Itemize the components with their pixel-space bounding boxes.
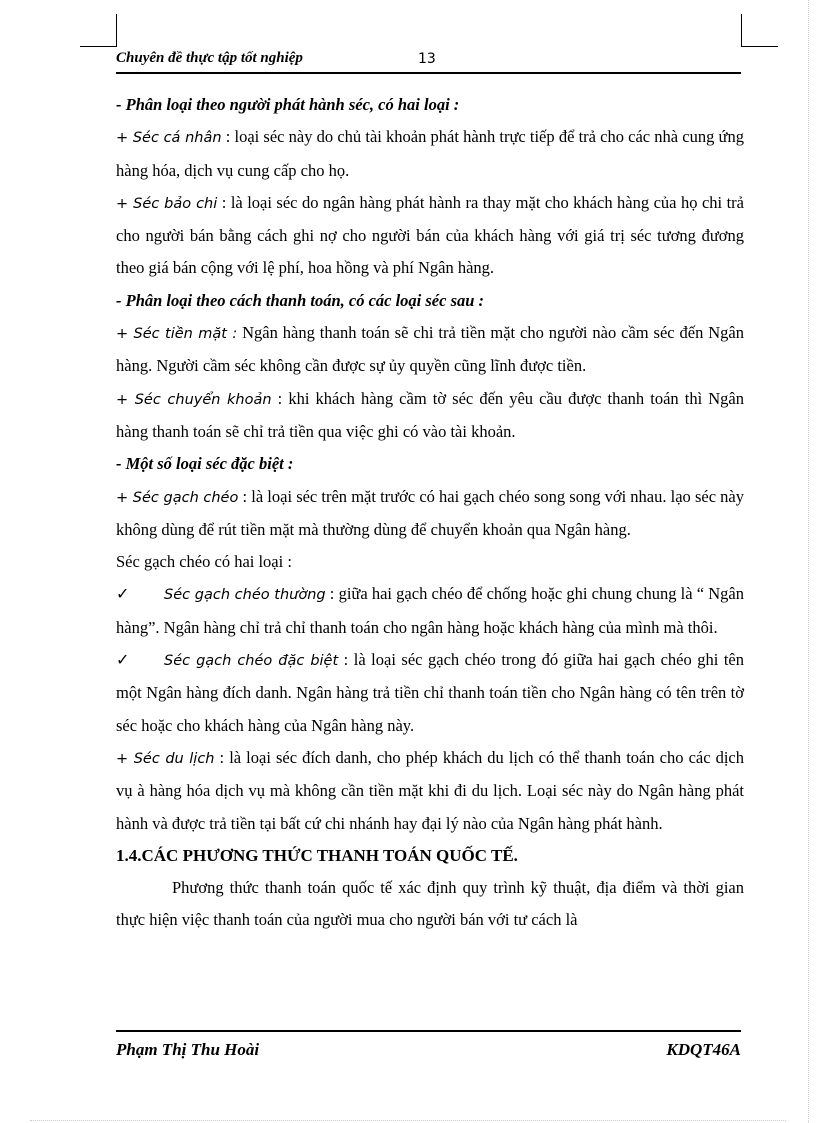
- section-heading: 1.4.CÁC PHƯƠNG THỨC THANH TOÁN QUỐC TẾ.: [116, 845, 518, 865]
- check-icon: ✓: [116, 584, 130, 604]
- term: + Séc du lịch: [116, 750, 215, 767]
- page-edge-bottom: [30, 1120, 786, 1121]
- paragraph-text: : là loại séc gạch chéo trong đó giữa hai gạch chéo ghi tên một Ngân hàng đích danh. Ngân hàng trả tiền chỉ thanh toán tiền cho Ngân hàng có tên trên tờ séc hoặc cho khách hàng của Ngân hàng này.: [116, 650, 744, 735]
- heading-payment-classification: - Phân loại theo cách thanh toán, có các loại séc sau :: [116, 290, 485, 310]
- page-edge-right: [808, 0, 809, 1123]
- check-icon: ✓: [116, 650, 130, 670]
- paragraph-text: : giữa hai gạch chéo để chống hoặc ghi chung chung là “ Ngân hàng”. Ngân hàng chỉ trả chỉ thanh toán cho ngân hàng hoặc khách hàng của mình mà thôi.: [116, 584, 744, 637]
- paragraph-cash-cheque: [116, 317, 744, 383]
- term: Séc gạch chéo thường: [164, 587, 326, 604]
- paragraph-transfer-cheque: [116, 383, 744, 449]
- paragraph-intro: Phương thức thanh toán quốc tế xác định quy trình kỹ thuật, địa điểm và thời gian thực hiện việc thanh toán của người mua cho người bán với tư cách là: [116, 878, 744, 930]
- crop-mark-top-left: [80, 14, 117, 47]
- paragraph-personal-cheque: [116, 121, 744, 187]
- page-footer: [116, 1030, 741, 1060]
- paragraph-text: : khi khách hàng cầm tờ séc đến yêu cầu được thanh toán thì Ngân hàng thanh toán sẽ chỉ trả tiền qua việc ghi có vào tài khoản.: [116, 388, 744, 441]
- paragraph-text: : loại séc này do chủ tài khoản phát hành trực tiếp để trả cho các nhà cung ứng hàng hóa, dịch vụ cung cấp cho họ.: [116, 127, 744, 180]
- term: + Séc gạch chéo: [116, 489, 239, 506]
- paragraph-crossed-types: Séc gạch chéo có hai loại :: [116, 552, 292, 572]
- paragraph-text: : là loại séc do ngân hàng phát hành ra thay mặt cho khách hàng của họ chi trả cho người bán bằng cách ghi nợ cho người bán của khách hàng với giá trị séc tương đương theo giá bán cộng với lệ phí, hoa hồng và phí Ngân hàng.: [116, 192, 744, 278]
- paragraph-text: Ngân hàng thanh toán sẽ chi trả tiền mặt cho người nào cầm séc đến Ngân hàng. Người cầm séc không cần được sự ủy quyền cũng lĩnh được tiền.: [116, 323, 744, 376]
- bullet-special-crossing: [116, 644, 744, 742]
- term: + Séc bảo chi: [116, 195, 218, 212]
- paragraph-certified-cheque: [116, 187, 744, 285]
- term: + Séc tiền mặt :: [116, 326, 238, 343]
- footer-class: KDQT46A: [666, 1040, 741, 1059]
- heading-issuer-classification: - Phân loại theo người phát hành séc, có hai loại :: [116, 95, 460, 114]
- term: + Séc chuyển khoản: [116, 391, 272, 408]
- page-header: [116, 46, 741, 74]
- paragraph-text: : là loại séc đích danh, cho phép khách du lịch có thể thanh toán cho các dịch vụ à hàng hóa dịch vụ mà không cần tiền mặt khi đi du lịch. Loại séc này do Ngân hàng phát hành và được trả tiền tại bất cứ chi nhánh hay đại lý nào của Ngân hàng phát hành.: [116, 747, 745, 833]
- document-body: [116, 89, 744, 937]
- paragraph-travel-cheque: [116, 742, 744, 840]
- footer-author: Phạm Thị Thu Hoài: [116, 1040, 260, 1059]
- bullet-general-crossing: [116, 578, 744, 644]
- paragraph-text: : là loại séc trên mặt trước có hai gạch chéo song song với nhau. lạo séc này không dùng để rút tiền mặt mà thường dùng để chuyển khoản qua Ngân hàng.: [116, 486, 744, 539]
- paragraph-crossed-cheque: [116, 481, 744, 547]
- term: + Séc cá nhân: [116, 130, 222, 147]
- term: Séc gạch chéo đặc biệt: [164, 653, 339, 670]
- header-title: Chuyên đề thực tập tốt nghiệp: [116, 50, 303, 66]
- heading-special-cheques: - Một số loại séc đặc biệt :: [116, 454, 294, 474]
- page-number: 13: [418, 51, 436, 67]
- crop-mark-top-right: [741, 14, 778, 47]
